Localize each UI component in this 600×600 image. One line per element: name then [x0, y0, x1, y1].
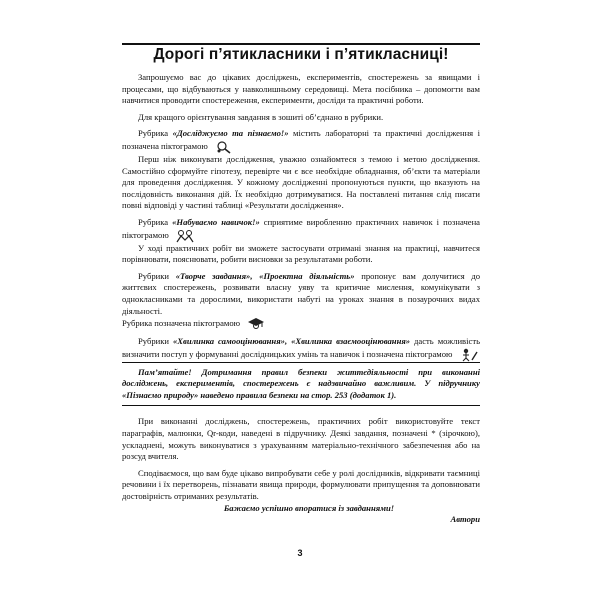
research-details: Перш ніж виконувати дослідження, уважно ознайомтеся з темою і метою дослідження. Самостійно сформуйте гіпотезу, перевірте чи є все необхідне обладнання, об’єкти та матеріали для проведення дослідження. У кожному дослідженні пропонуються пункти, що вказують на послідовність виконання дій. Їх необхідно дотримуватися. На поставлені питання слід писати повні відповіді у частині таблиці «Результати дослідження». [122, 153, 480, 211]
hope-paragraph: Сподіваємося, що вам буде цікаво випробувати себе у ролі дослідників, відкривати таємниці речовини і їх перетворень, пізнавати явища природи, формулювати припущення та доповнювати достовірність отриманих результатів. [122, 467, 480, 502]
rubric-prefix: Рубрики [138, 270, 176, 281]
textbook-paragraph: При виконанні досліджень, спостережень, практичних робіт використовуйте текст параграфів, малюнки, Qr-коди, наведені в підручнику. Деякі завдання, позначені * (зірочкою), ускладнені, можуть виконуватися з урахуванням матеріально-технічного забезпечення або на розсуд вчителя. [122, 416, 480, 462]
pencil-person-icon [459, 348, 479, 362]
intro-paragraph: Запрошуємо вас до цікавих досліджень, експериментів, спостережень за явищами і процесами, що відбуваються у навколишньому середовищі. Мета посібника – допомогти вам навчитися проводити спостереження, експерименти, досліди та практичні роботи. [122, 72, 480, 106]
rubric-text: містить лабораторні та практичні дослідження і позначена піктограмою [122, 128, 480, 151]
closing-wish: Бажаємо успішно впоратися із завданнями! [223, 502, 395, 513]
authors-signature: Автори [450, 514, 480, 525]
rubric-name: «Набуваємо навичок!» [172, 216, 260, 227]
page-number: 3 [297, 548, 303, 558]
rubric-icon-label: Рубрика позначена піктограмою [122, 318, 241, 329]
safety-note: Пам’ятайте! Дотримання правил безпеки життєдіяльності при виконанні досліджень, експериментів, спостережень є надзвичайно важливим. У підручнику «Пізнаємо природу» наведено правила безпеки на стор. 253 (додаток 1). [122, 362, 480, 407]
rubrics-intro: Для кращого орієнтування завдання в зошиті об’єднано в рубрики. [138, 111, 384, 122]
rubric-prefix: Рубрика [138, 128, 173, 139]
rubric-skills [122, 217, 480, 243]
rubric-text: пропонує вам долучитися до життєвих спостережень, розвивати власну уяву та критичне мислення, комунікувати з однокласниками та дорослими, використати набуті на уроках знання в позаурочних видах діяльності. [122, 270, 480, 316]
hands-icon [175, 229, 195, 243]
rubric-text: дасть можливість визначити поступ у формуванні дослідницьких умінь та навичок і позначена піктограмою [122, 336, 480, 359]
page-title: Дорогі п’ятикласники і п’ятикласниці! [153, 46, 449, 63]
top-rule [122, 43, 480, 45]
graduate-icon [246, 317, 266, 331]
rubric-name: «Досліджуємо та пізнаємо!» [172, 128, 289, 139]
rubric-name-2: «Хвилинка взаємооцінювання» [291, 336, 411, 347]
rubric-research [122, 128, 480, 154]
skills-details: У ході практичних робіт ви зможете застосувати отримані знання на практиці, навчитеся порівнювати, пояснювати, робити висновки за результатами роботи. [122, 242, 480, 265]
rubric-name-1: «Творче завдання» [175, 270, 251, 281]
rubric-assessment [122, 336, 480, 362]
rubric-prefix: Рубрики [138, 336, 173, 347]
content-body [122, 72, 480, 526]
rubric-separator: , [284, 336, 292, 347]
rubric-separator: , [250, 270, 260, 281]
rubric-name-2: «Проектна діяльність» [259, 270, 355, 281]
rubric-name-1: «Хвилинка самооцінювання» [172, 336, 285, 347]
magnifier-icon [214, 140, 234, 154]
rubric-creative [122, 271, 480, 317]
creative-icon-line [122, 317, 480, 331]
rubric-prefix: Рубрика [138, 216, 173, 227]
rubric-text: сприятиме виробленню практичних навичок і позначена піктограмою [122, 216, 480, 240]
